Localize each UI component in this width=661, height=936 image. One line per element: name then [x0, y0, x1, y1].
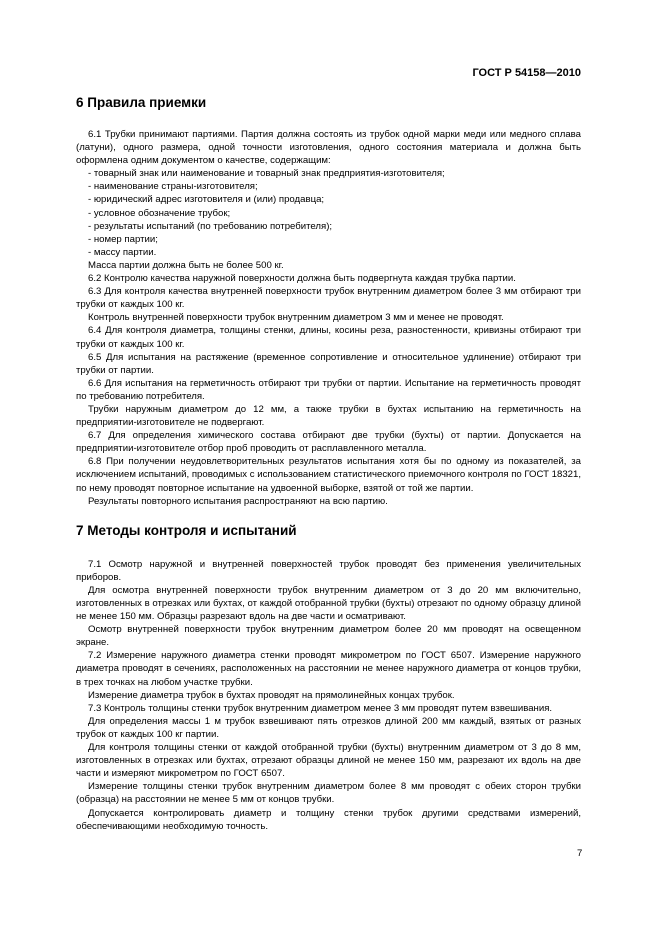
- paragraph-7-2: 7.2 Измерение наружного диаметра стенки проводят микрометром по ГОСТ 6507. Измерение наружного диаметра проводят в сечениях, расположенных на расстоянии не менее наружного диаметра от концов трубки, в трех точках на любом участке трубки.: [76, 650, 581, 688]
- paragraph-7-1c: Осмотр внутренней поверхности трубок внутренним диаметром более 20 мм проводят на освещенном экране.: [76, 624, 581, 649]
- paragraph-7-1: 7.1 Осмотр наружной и внутренней поверхностей трубок проводят без применения увеличительных приборов.: [76, 558, 581, 583]
- list-item: - номер партии;: [88, 233, 158, 245]
- paragraph-mass: Масса партии должна быть не более 500 кг.: [88, 259, 284, 271]
- paragraph-7-2b: Измерение диаметра трубок в бухтах проводят на прямолинейных концах трубок.: [88, 689, 455, 701]
- list-item: - товарный знак или наименование и товарный знак предприятия-изготовителя;: [88, 168, 445, 180]
- section-7-title: 7 Методы контроля и испытаний: [76, 522, 297, 538]
- list-item: - юридический адрес изготовителя и (или) продавца;: [88, 194, 325, 206]
- document-body: [76, 92, 581, 833]
- paragraph-6-3b: Контроль внутренней поверхности трубок внутренним диаметром 3 мм и менее не проводят.: [88, 312, 504, 324]
- page-number: 7: [577, 848, 583, 859]
- list-item: - массу партии.: [88, 246, 157, 258]
- document-header: ГОСТ Р 54158—2010: [472, 67, 581, 79]
- paragraph-6-6b: Трубки наружным диаметром до 12 мм, а также трубки в бухтах испытанию на герметичность на предприятии-изготовителе не подвергают.: [76, 403, 581, 429]
- paragraph-6-3: 6.3 Для контроля качества внутренней поверхности трубок внутренним диаметром более 3 мм отбирают три трубки от каждых 100 кг.: [76, 286, 581, 311]
- paragraph-6-6: 6.6 Для испытания на герметичность отбирают три трубки от партии. Испытание на герметичность проводят по требованию потребителя.: [76, 377, 581, 402]
- paragraph-7-3e: Допускается контролировать диаметр и толщину стенки трубок другими средствами измерений, обеспечивающими необходимую точность.: [76, 807, 581, 832]
- paragraph-7-3c: Для контроля толщины стенки от каждой отобранной трубки (бухты) внутренним диаметром от 3 до 8 мм, изготовленных в отрезках или бухтах, отрезают образцы длиной не менее 150 мм, разрезают их вдоль на две части и измеряют микрометром по ГОСТ 6507.: [76, 742, 581, 780]
- section-6: [76, 92, 581, 508]
- section-6-title: 6 Правила приемки: [76, 95, 207, 110]
- paragraph-6-1: 6.1 Трубки принимают партиями. Партия должна состоять из трубок одной марки меди или медного сплава (латуни), одного размера, одной точности изготовления, одного состояния материала и должна быть оформлена одним документом о качестве, содержащим:: [76, 129, 581, 167]
- paragraph-6-2: 6.2 Контролю качества наружной поверхности должна быть подвергнута каждая трубка партии.: [88, 273, 516, 285]
- paragraph-6-7: 6.7 Для определения химического состава отбирают две трубки (бухты) от партии. Допускается на предприятии-изготовителе отбор проб проводить от расплавленного металла.: [76, 430, 581, 455]
- paragraph-6-8: 6.8 При получении неудовлетворительных результатов испытания хотя бы по одному из показателей, за исключением испытаний, проводимых с использованием статистического приемочного контроля по ГОСТ 18321, по нему проводят повторное испытание на удвоенной выборке, взятой от той же партии.: [76, 456, 581, 494]
- paragraph-6-5: 6.5 Для испытания на растяжение (временное сопротивление и относительное удлинение) отбирают три трубки от партии.: [76, 351, 581, 376]
- section-7: [76, 520, 581, 833]
- paragraph-6-8b: Результаты повторного испытания распространяют на всю партию.: [88, 495, 388, 507]
- paragraph-7-3: 7.3 Контроль толщины стенки трубок внутренним диаметром менее 3 мм проводят путем взвешивания.: [88, 702, 553, 714]
- paragraph-7-1b: Для осмотра внутренней поверхности трубок внутренним диаметром от 3 до 20 мм включительно, изготовленных в отрезках или бухтах, от каждой отобранной трубки (бухты) отрезают по одному образцу длиной не менее 150 мм. Образцы разрезают вдоль на две части и осматривают.: [76, 584, 581, 623]
- paragraph-6-4: 6.4 Для контроля диаметра, толщины стенки, длины, косины реза, разностенности, кривизны отбирают три трубки от каждых 100 кг.: [76, 325, 581, 350]
- paragraph-7-3d: Измерение толщины стенки трубок внутренним диаметром более 8 мм проводят с обеих сторон трубки (образца) на расстоянии не менее 5 мм от концов трубки.: [76, 781, 581, 806]
- list-item: - наименование страны-изготовителя;: [88, 181, 258, 193]
- paragraph-7-3b: Для определения массы 1 м трубок взвешивают пять отрезков длиной 200 мм каждый, взятых от разных трубок от каждых 100 кг партии.: [76, 715, 581, 740]
- list-item: - результаты испытаний (по требованию потребителя);: [88, 220, 333, 232]
- list-item: - условное обозначение трубок;: [88, 207, 231, 219]
